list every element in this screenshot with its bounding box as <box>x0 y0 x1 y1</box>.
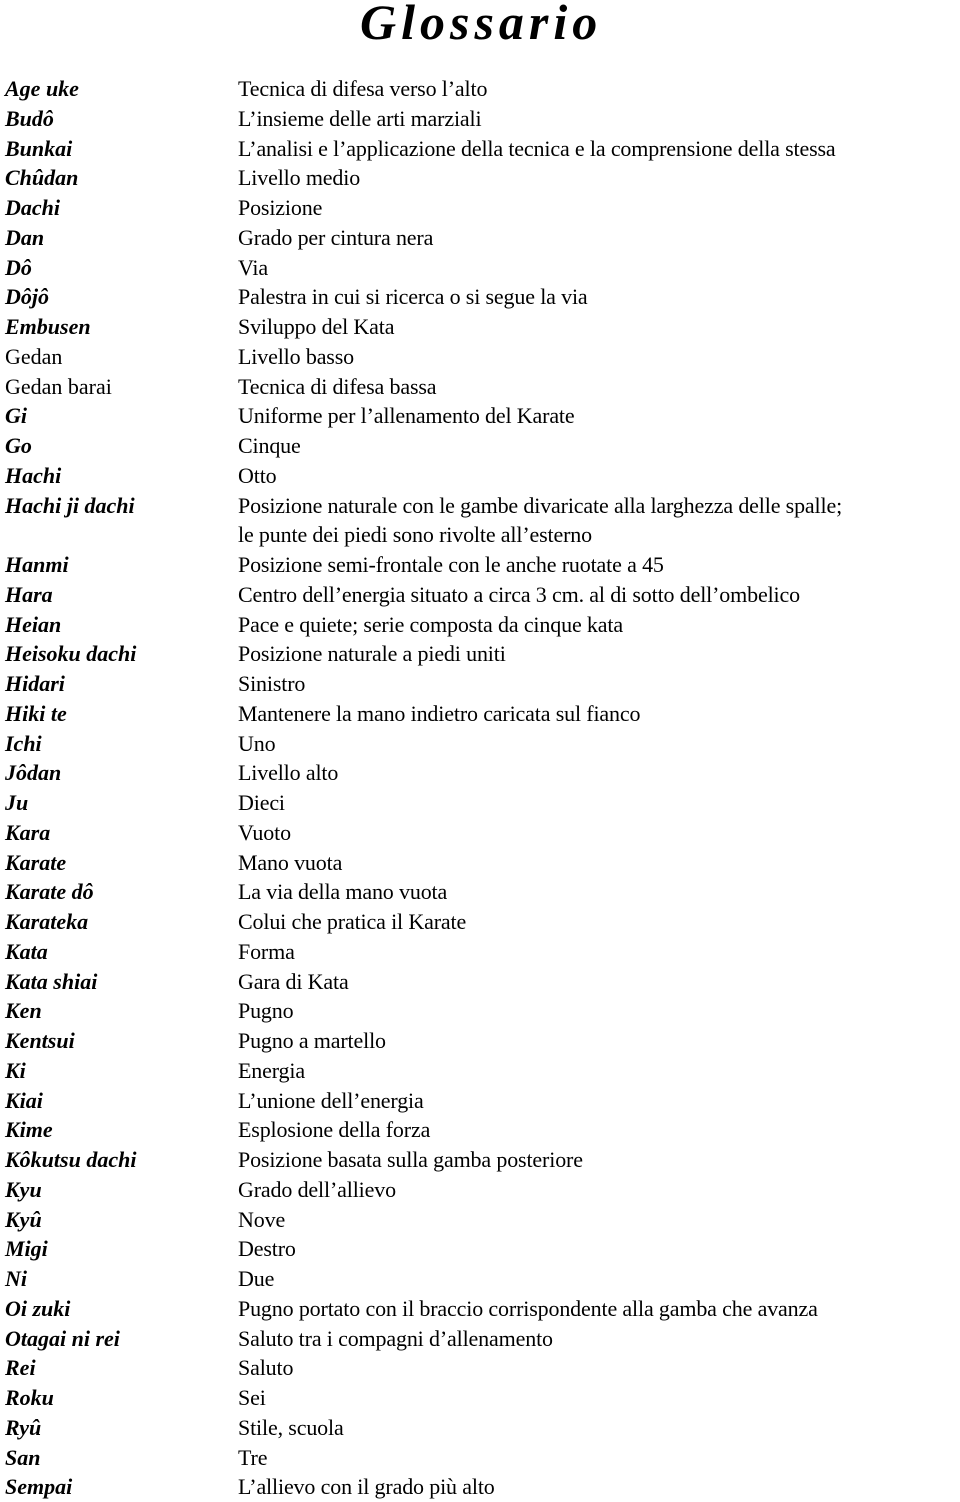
glossary-definition: Via <box>238 254 268 280</box>
glossary-entry <box>0 996 960 1026</box>
glossary-definition: Saluto <box>238 1355 294 1381</box>
glossary-entry <box>0 1115 960 1145</box>
glossary-definition: Grado per cintura nera <box>238 224 434 250</box>
glossary-entry <box>0 1264 960 1294</box>
glossary-definition: Livello basso <box>238 343 354 369</box>
glossary-entry <box>0 758 960 788</box>
glossary-definition: Esplosione della forza <box>238 1117 431 1143</box>
glossary-term: Sempai <box>5 1474 73 1500</box>
glossary-definition: Uno <box>238 730 276 756</box>
glossary-entry <box>0 848 960 878</box>
glossary-entry <box>0 342 960 372</box>
glossary-definition: Tecnica di difesa bassa <box>238 373 437 399</box>
glossary-term: Kata shiai <box>5 968 98 994</box>
glossary-term: Hachi <box>5 462 62 488</box>
glossary-term: Ryû <box>5 1414 42 1440</box>
glossary-entry <box>0 907 960 937</box>
glossary-entry <box>0 193 960 223</box>
glossary-entry <box>0 1056 960 1086</box>
glossary-entry <box>0 967 960 997</box>
glossary-entry <box>0 1294 960 1324</box>
glossary-entry <box>0 401 960 431</box>
glossary-definition: Pugno a martello <box>238 1028 386 1053</box>
glossary-definition: Pugno portato con il braccio corrispondente alla gamba che avanza <box>238 1295 818 1321</box>
glossary-entry <box>0 461 960 491</box>
glossary-term: Kyu <box>5 1176 42 1202</box>
glossary-term: Rei <box>5 1355 36 1381</box>
glossary-entry <box>0 1353 960 1383</box>
glossary-term: Dô <box>5 254 32 280</box>
glossary-entry <box>0 699 960 729</box>
glossary-term: Gedan barai <box>5 373 112 399</box>
glossary-term: Kiai <box>5 1087 43 1113</box>
glossary-term: Ju <box>5 790 29 815</box>
glossary-definition: Energia <box>238 1057 305 1083</box>
glossary-entry <box>0 491 960 551</box>
glossary-definition: L’allievo con il grado più alto <box>238 1474 495 1500</box>
glossary-definition: Livello medio <box>238 165 361 191</box>
glossary-entry <box>0 610 960 640</box>
glossary-entry <box>0 1205 960 1235</box>
glossary-term: Hachi ji dachi <box>5 492 135 518</box>
glossary-definition: L’analisi e l’applicazione della tecnica e la comprensione della stessa <box>238 135 836 161</box>
glossary-term: Gedan <box>5 343 63 369</box>
glossary-definition: Posizione naturale con le gambe divaricate alla larghezza delle spalle; le punte dei piedi sono rivolte all’esterno <box>238 492 843 548</box>
glossary-definition: Centro dell’energia situato a circa 3 cm. al di sotto dell’ombelico <box>238 581 800 607</box>
glossary-definition: Sinistro <box>238 671 306 696</box>
glossary-term: Dachi <box>5 195 60 220</box>
glossary-entry <box>0 1324 960 1354</box>
glossary-entry <box>0 1413 960 1443</box>
glossary-term: Heisoku dachi <box>5 641 137 667</box>
glossary-definition: Destro <box>238 1236 296 1262</box>
glossary-term: Budô <box>5 105 54 131</box>
glossary-term: Migi <box>5 1236 48 1262</box>
glossary-entry <box>0 372 960 402</box>
glossary-definition: Pace e quiete; serie composta da cinque kata <box>238 611 623 637</box>
glossary-term: Hidari <box>5 671 65 696</box>
glossary-definition: Forma <box>238 938 295 964</box>
glossary-entry <box>0 282 960 312</box>
glossary-definition: Vuoto <box>238 819 291 845</box>
glossary-definition: Palestra in cui si ricerca o si segue la via <box>238 284 588 310</box>
glossary-entry <box>0 639 960 669</box>
glossary-entry <box>0 431 960 461</box>
glossary-definition: Grado dell’allievo <box>238 1176 396 1202</box>
glossary-definition: L’insieme delle arti marziali <box>238 105 482 131</box>
glossary-entry <box>0 669 960 699</box>
glossary-term: Kata <box>5 938 48 964</box>
glossary-definition: Nove <box>238 1206 286 1232</box>
glossary-term: Gi <box>5 403 27 429</box>
glossary-entry <box>0 937 960 967</box>
glossary-entry <box>0 1443 960 1473</box>
glossary-entry <box>0 550 960 580</box>
glossary-entry <box>0 74 960 104</box>
glossary-definition: Cinque <box>238 433 301 458</box>
glossary-entry <box>0 788 960 818</box>
glossary-definition: Posizione <box>238 195 323 220</box>
glossary-definition: Colui che pratica il Karate <box>238 909 467 934</box>
glossary-definition: Stile, scuola <box>238 1414 344 1440</box>
glossary-term: Hara <box>5 581 53 607</box>
glossary-term: Kara <box>5 819 51 845</box>
glossary-entry <box>0 818 960 848</box>
glossary-term: Kime <box>5 1117 53 1143</box>
glossary-entry <box>0 877 960 907</box>
glossary-definition: Tre <box>238 1444 268 1470</box>
glossary-term: Kyû <box>5 1206 42 1232</box>
glossary-definition: Posizione naturale a piedi uniti <box>238 641 506 667</box>
glossary-entry <box>0 163 960 193</box>
glossary-term: Kentsui <box>5 1028 75 1053</box>
glossary-entry <box>0 1234 960 1264</box>
glossary-definition: Sei <box>238 1385 266 1410</box>
glossary-term: Embusen <box>5 314 91 339</box>
glossary-entry <box>0 1472 960 1502</box>
glossary-term: Karateka <box>5 909 89 934</box>
glossary-list <box>0 74 960 1502</box>
glossary-term: Jôdan <box>5 760 62 786</box>
page-title: Glossario <box>360 0 603 50</box>
glossary-term: Ni <box>5 1266 27 1291</box>
glossary-entry <box>0 104 960 134</box>
glossary-term: Go <box>5 433 32 458</box>
glossary-term: Karate dô <box>5 879 94 905</box>
glossary-entry <box>0 1026 960 1056</box>
glossary-term: Karate <box>5 849 67 875</box>
glossary-definition: Livello alto <box>238 760 339 786</box>
glossary-definition: Pugno <box>238 998 294 1024</box>
glossary-entry <box>0 312 960 342</box>
glossary-term: Kôkutsu dachi <box>5 1147 137 1172</box>
glossary-definition: Posizione semi-frontale con le anche ruotate a 45 <box>238 552 664 577</box>
glossary-definition: Gara di Kata <box>238 968 349 994</box>
glossary-definition: Posizione basata sulla gamba posteriore <box>238 1147 583 1172</box>
glossary-entry <box>0 1175 960 1205</box>
glossary-definition: Mantenere la mano indietro caricata sul fianco <box>238 700 641 726</box>
glossary-entry <box>0 1086 960 1116</box>
glossary-definition: La via della mano vuota <box>238 879 448 905</box>
glossary-definition: Sviluppo del Kata <box>238 314 395 339</box>
glossary-definition: Mano vuota <box>238 849 343 875</box>
glossary-term: Hanmi <box>5 552 69 577</box>
glossary-entry <box>0 1145 960 1175</box>
glossary-term: Hiki te <box>5 700 67 726</box>
glossary-entry <box>0 729 960 759</box>
glossary-entry <box>0 223 960 253</box>
glossary-definition: Otto <box>238 462 277 488</box>
glossary-term: San <box>5 1444 41 1470</box>
glossary-definition: Due <box>238 1266 275 1291</box>
glossary-definition: Dieci <box>238 790 285 815</box>
glossary-term: Heian <box>5 611 62 637</box>
glossary-term: Ken <box>5 998 42 1024</box>
glossary-term: Otagai ni rei <box>5 1325 120 1351</box>
glossary-term: Ki <box>5 1057 26 1083</box>
glossary-term: Bunkai <box>5 135 73 161</box>
glossary-term: Ichi <box>5 730 42 756</box>
glossary-entry <box>0 134 960 164</box>
glossary-definition: Uniforme per l’allenamento del Karate <box>238 403 575 429</box>
glossary-entry <box>0 253 960 283</box>
glossary-term: Dôjô <box>5 284 49 310</box>
glossary-entry <box>0 580 960 610</box>
glossary-definition: Saluto tra i compagni d’allenamento <box>238 1325 553 1351</box>
glossary-definition: Tecnica di difesa verso l’alto <box>238 76 488 101</box>
glossary-term: Age uke <box>5 76 79 101</box>
glossary-term: Oi zuki <box>5 1295 71 1321</box>
glossary-term: Dan <box>5 224 45 250</box>
glossary-entry <box>0 1383 960 1413</box>
glossary-term: Roku <box>5 1385 54 1410</box>
glossary-definition: L’unione dell’energia <box>238 1087 424 1113</box>
glossary-term: Chûdan <box>5 165 79 191</box>
